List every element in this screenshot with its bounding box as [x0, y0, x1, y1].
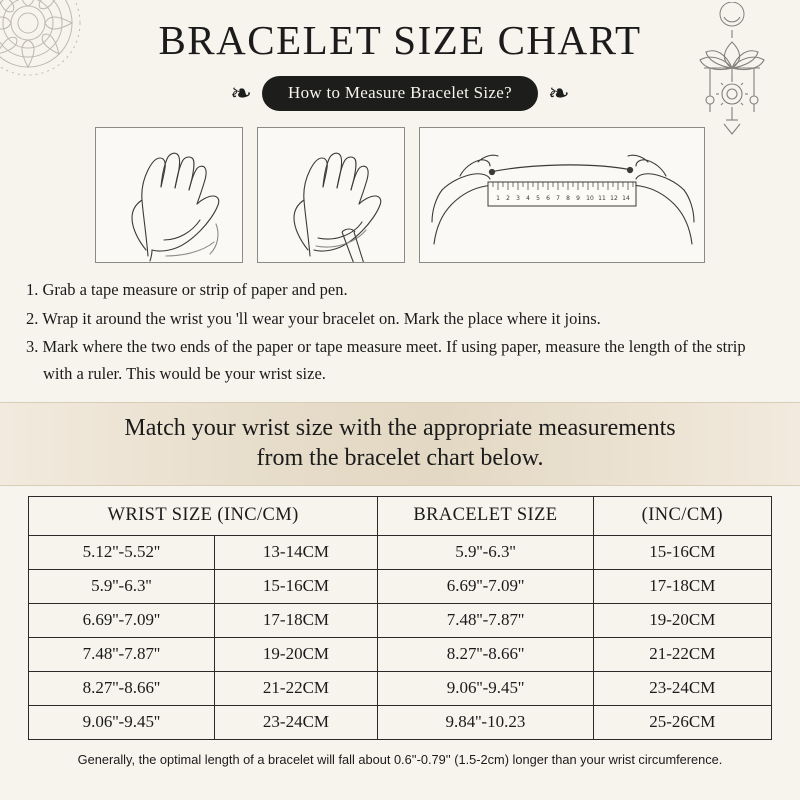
cell-bracelet-cm: 21-22CM	[593, 637, 771, 671]
svg-text:12: 12	[610, 195, 618, 202]
table-row	[29, 569, 772, 603]
svg-text:5: 5	[536, 195, 540, 202]
list-item	[26, 334, 778, 387]
cell-wrist-cm: 21-22CM	[214, 671, 377, 705]
cell-bracelet-inch: 5.9''-6.3''	[378, 535, 593, 569]
how-to-measure-label: How to Measure Bracelet Size?	[262, 76, 538, 111]
cell-bracelet-cm: 17-18CM	[593, 569, 771, 603]
header-bracelet-size: BRACELET SIZE	[378, 496, 593, 535]
size-table-wrapper	[0, 486, 800, 740]
svg-text:3: 3	[516, 195, 520, 202]
illustration-hand-with-tape-measure-1	[95, 127, 243, 263]
cell-bracelet-cm: 19-20CM	[593, 603, 771, 637]
svg-text:4: 4	[526, 195, 530, 202]
subtitle-banner	[0, 76, 800, 111]
list-item	[26, 306, 778, 333]
illustration-hands-measuring-with-ruler-3	[419, 127, 705, 263]
illustration-row	[0, 127, 800, 263]
cell-bracelet-inch: 9.06''-9.45''	[378, 671, 593, 705]
svg-text:14: 14	[622, 195, 630, 202]
step-number: 3.	[26, 337, 39, 357]
instruction-steps	[0, 277, 800, 388]
table-row	[29, 705, 772, 739]
cell-wrist-inch: 8.27''-8.66''	[29, 671, 215, 705]
svg-text:9: 9	[576, 195, 580, 202]
cell-wrist-cm: 13-14CM	[214, 535, 377, 569]
cell-wrist-cm: 15-16CM	[214, 569, 377, 603]
svg-text:10: 10	[586, 195, 594, 202]
table-row	[29, 637, 772, 671]
step-text: Mark where the two ends of the paper or tape measure meet. If using paper, measure the length of the strip with a ruler. This would be your wrist size.	[42, 337, 746, 384]
page-title: BRACELET SIZE CHART	[158, 17, 642, 63]
svg-text:1: 1	[496, 195, 500, 202]
cell-bracelet-cm: 23-24CM	[593, 671, 771, 705]
svg-text:7: 7	[556, 195, 560, 202]
match-line-1: Match your wrist size with the appropriate measurements	[124, 414, 676, 441]
cell-bracelet-inch: 7.48''-7.87''	[378, 603, 593, 637]
cell-bracelet-cm: 25-26CM	[593, 705, 771, 739]
match-instruction-band	[0, 402, 800, 486]
list-item	[26, 277, 778, 304]
step-number: 2.	[26, 308, 39, 328]
cell-wrist-inch: 6.69''-7.09''	[29, 603, 215, 637]
svg-text:11: 11	[598, 195, 606, 202]
illustration-hand-with-paper-strip-2	[257, 127, 405, 263]
step-number: 1.	[26, 280, 39, 299]
cell-bracelet-inch: 8.27''-8.66''	[378, 637, 593, 671]
cell-wrist-inch: 5.9''-6.3''	[29, 569, 215, 603]
header-bracelet-units: (INC/CM)	[593, 496, 771, 535]
header-wrist-size: WRIST SIZE (INC/CM)	[29, 496, 378, 535]
cell-wrist-cm: 23-24CM	[214, 705, 377, 739]
svg-text:8: 8	[566, 195, 570, 202]
table-row	[29, 603, 772, 637]
cell-bracelet-inch: 6.69''-7.09''	[378, 569, 593, 603]
cell-wrist-cm: 17-18CM	[214, 603, 377, 637]
table-header-row	[29, 496, 772, 535]
cell-wrist-inch: 5.12''-5.52''	[29, 535, 215, 569]
size-table	[28, 496, 772, 740]
step-text: Grab a tape measure or strip of paper and pen.	[42, 280, 348, 299]
footnote-text: Generally, the optimal length of a bracelet will fall about 0.6''-0.79'' (1.5-2cm) longer than your wrist circumference.	[77, 751, 723, 767]
table-row	[29, 535, 772, 569]
svg-text:6: 6	[546, 195, 550, 202]
svg-text:2: 2	[506, 195, 510, 202]
cell-bracelet-cm: 15-16CM	[593, 535, 771, 569]
swirl-right-icon: ❧	[547, 78, 570, 109]
swirl-left-icon: ❧	[230, 78, 253, 109]
table-row	[29, 671, 772, 705]
match-line-2: from the bracelet chart below.	[256, 444, 544, 471]
cell-wrist-inch: 7.48''-7.87''	[29, 637, 215, 671]
step-text: Wrap it around the wrist you 'll wear your bracelet on. Mark the place where it joins.	[42, 308, 601, 328]
cell-bracelet-inch: 9.84''-10.23	[378, 705, 593, 739]
cell-wrist-cm: 19-20CM	[214, 637, 377, 671]
cell-wrist-inch: 9.06''-9.45''	[29, 705, 215, 739]
